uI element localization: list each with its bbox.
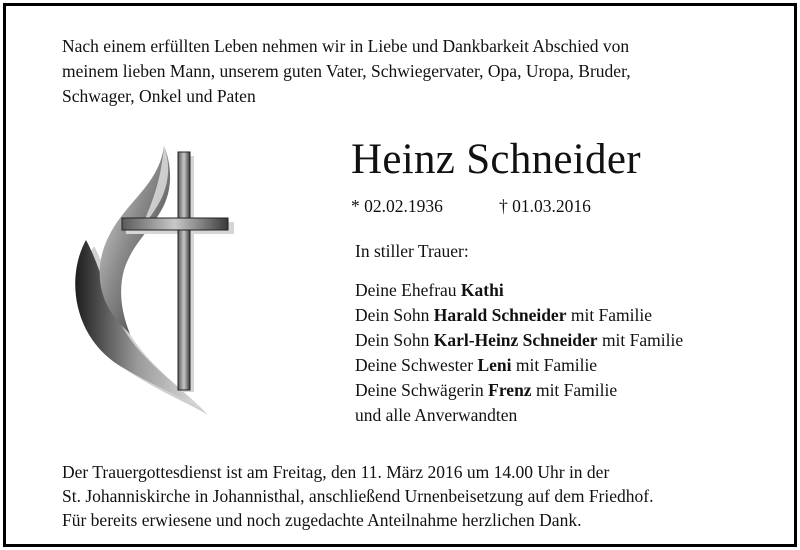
family-entry	[355, 403, 683, 428]
closing-line: St. Johanniskirche in Johannisthal, anschließend Urnenbeisetzung auf dem Friedhof.	[62, 486, 654, 506]
family-member-name: Frenz	[488, 380, 532, 400]
family-member-name: Kathi	[460, 280, 504, 300]
family-list	[355, 278, 683, 428]
family-relation: Deine Schwägerin	[355, 380, 489, 400]
family-relation: Deine Ehefrau	[355, 280, 461, 300]
death-date: † 01.03.2016	[499, 196, 591, 216]
cross-and-flame-icon	[64, 138, 234, 418]
family-entry	[355, 353, 683, 378]
family-relation: und alle Anverwandten	[355, 405, 518, 425]
closing-line: Der Trauergottesdienst ist am Freitag, den 11. März 2016 um 14.00 Uhr in der	[62, 462, 610, 482]
obituary-notice	[3, 3, 797, 547]
intro-line: Schwager, Onkel und Paten	[62, 86, 256, 106]
family-suffix: mit Familie	[597, 330, 684, 350]
family-relation: Deine Schwester	[355, 355, 478, 375]
family-suffix: mit Familie	[511, 355, 598, 375]
service-information	[62, 460, 762, 532]
family-member-name: Harald Schneider	[433, 305, 567, 325]
family-entry	[355, 378, 683, 403]
deceased-name: Heinz Schneider	[351, 136, 641, 183]
birth-date: * 02.02.1936	[351, 196, 443, 216]
family-member-name: Leni	[477, 355, 512, 375]
family-entry	[355, 328, 683, 353]
family-relation: Dein Sohn	[355, 305, 434, 325]
family-entry	[355, 303, 683, 328]
intro-text	[62, 34, 702, 109]
family-suffix: mit Familie	[531, 380, 618, 400]
mourning-heading: In stiller Trauer:	[355, 241, 469, 261]
family-suffix: mit Familie	[566, 305, 653, 325]
intro-line: Nach einem erfüllten Leben nehmen wir in Liebe und Dankbarkeit Abschied von	[62, 36, 630, 56]
family-member-name: Karl-Heinz Schneider	[433, 330, 598, 350]
life-dates	[351, 194, 591, 218]
closing-line: Für bereits erwiesene und noch zugedachte Anteilnahme herzlichen Dank.	[62, 510, 582, 530]
intro-line: meinem lieben Mann, unserem guten Vater, Schwiegervater, Opa, Uropa, Bruder,	[62, 61, 631, 81]
family-entry	[355, 278, 683, 303]
family-relation: Dein Sohn	[355, 330, 434, 350]
